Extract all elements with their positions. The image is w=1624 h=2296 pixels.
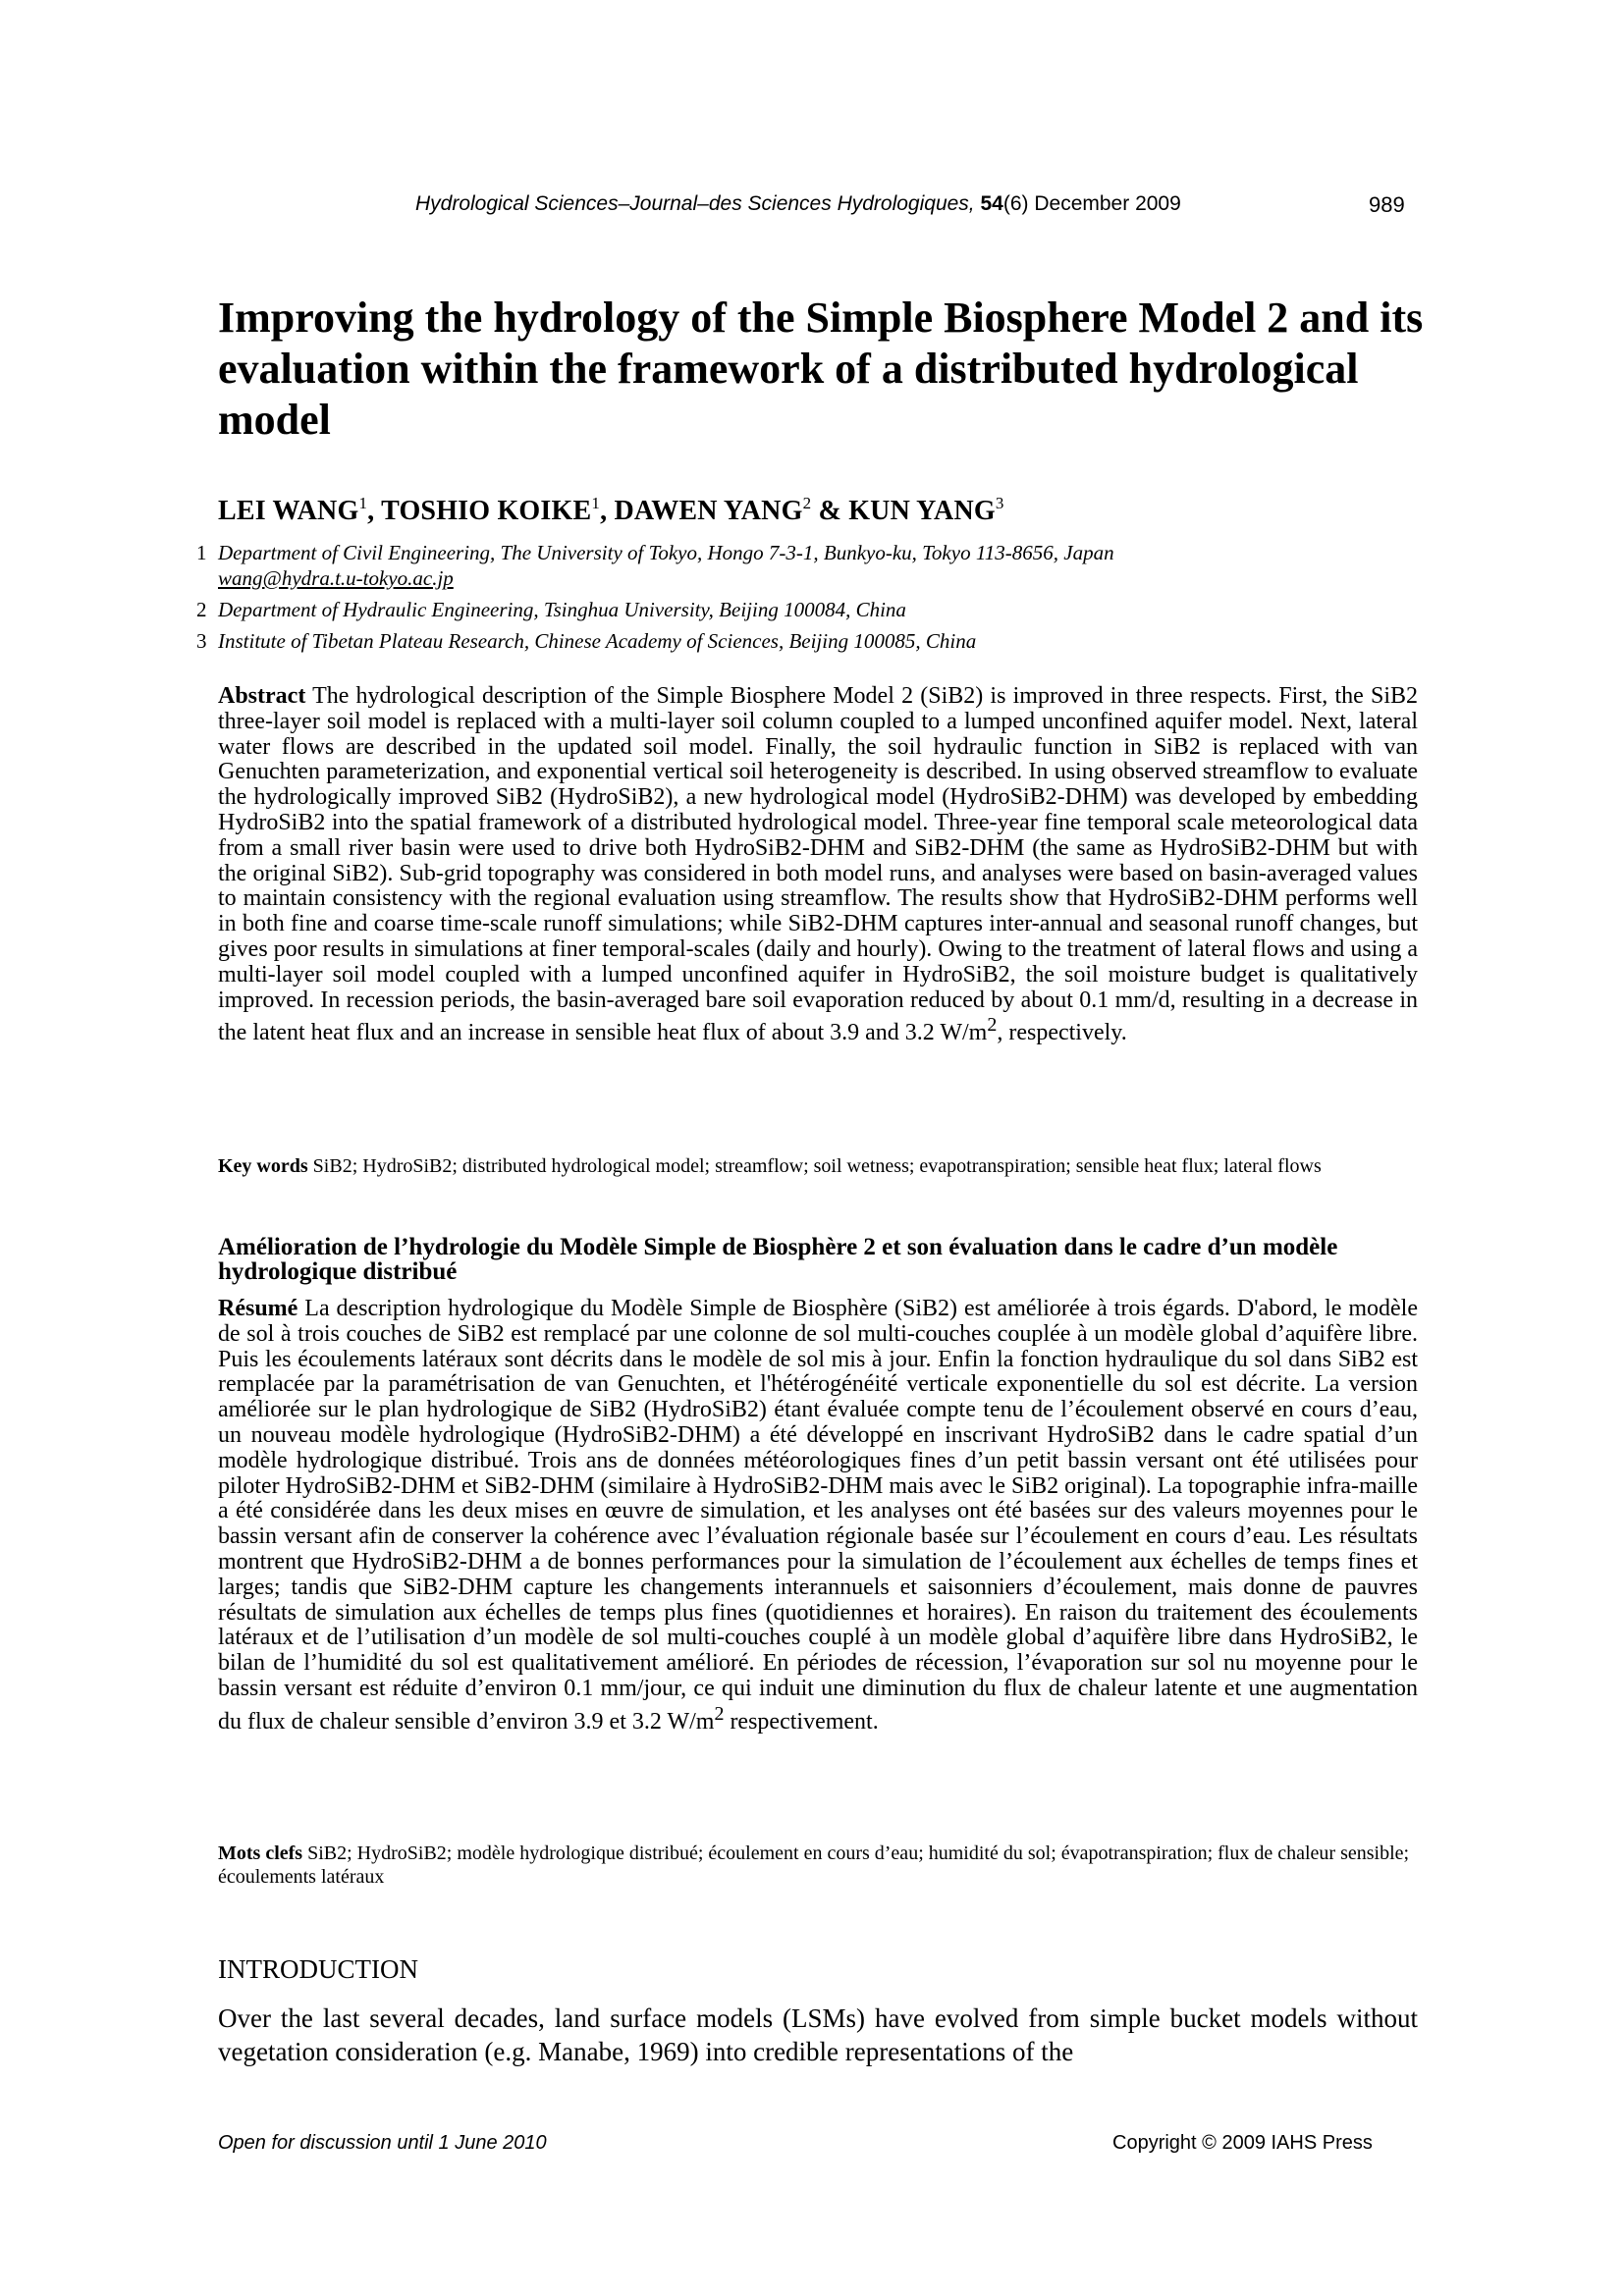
copyright-note: Copyright © 2009 IAHS Press bbox=[1112, 2132, 1373, 2154]
author-name: LEI WANG bbox=[218, 496, 359, 526]
author-separator: , bbox=[600, 496, 615, 526]
keywords-label: Key words bbox=[218, 1155, 308, 1177]
resume-text-end: respectivement. bbox=[724, 1708, 879, 1735]
resume-label: Résumé bbox=[218, 1296, 298, 1321]
affiliation-text bbox=[218, 540, 1114, 591]
french-abstract bbox=[218, 1297, 1418, 1735]
author-affiliation-mark: 1 bbox=[591, 494, 601, 512]
keywords-text: SiB2; HydroSiB2; distributed hydrological model; streamflow; soil wetness; evapotranspiration; sensible heat flux; lateral flows bbox=[312, 1155, 1322, 1177]
author-name: TOSHIO KOIKE bbox=[381, 496, 592, 526]
page-number: 989 bbox=[1369, 192, 1405, 217]
affiliation-number: 2 bbox=[196, 598, 207, 621]
mots-clefs-text: SiB2; HydroSiB2; modèle hydrologique distribué; écoulement en cours d’eau; humidité du sol; évapotranspiration; flux de chaleur sensible; écoulements latéraux bbox=[218, 1842, 1410, 1888]
author-name: KUN YANG bbox=[848, 496, 996, 526]
author-affiliation-mark: 2 bbox=[802, 494, 812, 512]
affiliation-item bbox=[196, 628, 1424, 654]
author-separator: , bbox=[367, 496, 382, 526]
abstract-superscript: 2 bbox=[987, 1014, 998, 1037]
author-affiliation-mark: 3 bbox=[995, 494, 1004, 512]
resume-text: La description hydrologique du Modèle Simple de Biosphère (SiB2) est améliorée à trois égards. D'abord, le modèle de sol à trois couches de SiB2 est remplacé par une colonne de sol multi-couches couplée à un modèle global d’aquifère libre. Puis les écoulements latéraux sont décrits dans le modèle de sol mis à jour. Enfin la fonction hydraulique du sol dans SiB2 est remplacée par la paramétrisation de van Genuchten, et l'hétérogénéité verticale exponentielle du sol est décrite. La version améliorée sur le plan hydrologique de SiB2 (HydroSiB2) étant évaluée compte tenu de l’écoulement observé en cours d’eau, un nouveau modèle hydrologique (HydroSiB2-DHM) a été développé en inscrivant HydroSiB2 dans le cadre spatial d’un modèle hydrologique distribué. Trois ans de données météorologiques fines d’un petit bassin versant ont été utilisées pour piloter HydroSiB2-DHM et SiB2-DHM (similaire à HydroSiB2-DHM mais avec le SiB2 original). La topographie infra-maille a été considérée dans les deux mises en œuvre de simulation, et les analyses ont été basées sur des valeurs moyennes pour le bassin versant afin de conserver la cohérence avec l’évaluation régionale basée sur l’écoulement en cours d’eau. Les résultats montrent que HydroSiB2-DHM a de bonnes performances pour la simulation de l’écoulement aux échelles de temps fines et larges; tandis que SiB2-DHM capture les changements interannuels et saisonniers d’écoulement, mais donne de pauvres résultats de simulation aux échelles de temps plus fines (quotidiennes et horaires). En raison du traitement des écoulements latéraux et de l’utilisation d’un modèle de sol multi-couches couplé à un modèle global d’aquifère libre dans HydroSiB2, le bilan de l’humidité du sol est qualitativement amélioré. En périodes de récession, l’évaporation sur sol nu moyenne pour le bassin versant est réduite d’environ 0.1 mm/jour, ce qui induit une diminution du flux de chaleur latente et une augmentation du flux de chaleur sensible d’environ 3.9 et 3.2 W/m bbox=[218, 1296, 1419, 1735]
journal-volume: 54 bbox=[980, 192, 1003, 215]
keywords bbox=[218, 1154, 1418, 1178]
french-title: Amélioration de l’hydrologie du Modèle Simple de Biosphère 2 et son évaluation dans le cadre d’un modèle hydrologique distribué bbox=[218, 1234, 1338, 1285]
mots-clefs-label: Mots clefs bbox=[218, 1842, 303, 1864]
abstract-text: The hydrological description of the Simple Biosphere Model 2 (SiB2) is improved in three respects. First, the SiB2 three-layer soil model is replaced with a multi-layer soil column coupled to a lumped unconfined aquifer model. Next, lateral water flows are described in the updated soil model. Finally, the soil hydraulic function in SiB2 is replaced with van Genuchten parameterization, and exponential vertical soil heterogeneity is described. In using observed streamflow to evaluate the hydrologically improved SiB2 (HydroSiB2), a new hydrological model (HydroSiB2-DHM) was developed by embedding HydroSiB2 into the spatial framework of a distributed hydrological model. Three-year fine temporal scale meteorological data from a small river basin were used to drive both HydroSiB2-DHM and SiB2-DHM (the same as HydroSiB2-DHM but with the original SiB2). Sub-grid topography was considered in both model runs, and analyses were based on basin-averaged values to maintain consistency with the regional evaluation using streamflow. The results show that HydroSiB2-DHM performs well in both fine and coarse time-scale runoff simulations; while SiB2-DHM captures inter-annual and seasonal runoff changes, but gives poor results in simulations at finer temporal-scales (daily and hourly). Owing to the treatment of lateral flows and using a multi-layer soil model coupled with a lumped unconfined aquifer in HydroSiB2, the soil moisture budget is qualitatively improved. In recession periods, the basin-averaged bare soil evaporation reduced by about 0.1 mm/d, resulting in a decrease in the latent heat flux and an increase in sensible heat flux of about 3.9 and 3.2 W/m bbox=[218, 683, 1418, 1046]
journal-issue-date: (6) December 2009 bbox=[1002, 192, 1181, 215]
discussion-note: Open for discussion until 1 June 2010 bbox=[218, 2132, 547, 2154]
author-list bbox=[218, 496, 1004, 527]
affiliation-number: 1 bbox=[196, 541, 207, 564]
affiliation-item bbox=[196, 597, 1424, 622]
introduction-heading: INTRODUCTION bbox=[218, 1954, 418, 1984]
affiliation-item bbox=[196, 540, 1424, 591]
introduction-paragraph: Over the last several decades, land surface models (LSMs) have evolved from simple bucket models without vegetation consideration (e.g. Manabe, 1969) into credible representations of the bbox=[218, 2003, 1418, 2066]
abstract-label: Abstract bbox=[218, 683, 306, 709]
author-email-link[interactable]: wang@hydra.t.u-tokyo.ac.jp bbox=[218, 566, 454, 590]
affiliation-text: Department of Hydraulic Engineering, Tsinghua University, Beijing 100084, China bbox=[218, 598, 906, 621]
affiliation-number: 3 bbox=[196, 629, 207, 653]
journal-title: Hydrological Sciences–Journal–des Sciences Hydrologiques, bbox=[415, 192, 975, 215]
affiliation-text-content: Department of Civil Engineering, The University of Tokyo, Hongo 7-3-1, Bunkyo-ku, Tokyo 113-8656, Japan bbox=[218, 541, 1114, 564]
paper-title: Improving the hydrology of the Simple Biosphere Model 2 and its evaluation within the framework of a distributed hydrological model bbox=[218, 294, 1424, 444]
author-affiliation-mark: 1 bbox=[358, 494, 368, 512]
resume-superscript: 2 bbox=[714, 1702, 725, 1725]
author-separator: & bbox=[811, 496, 849, 526]
abstract-text-end: , respectively. bbox=[997, 1020, 1127, 1046]
author-name: DAWEN YANG bbox=[614, 496, 803, 526]
french-keywords bbox=[218, 1842, 1418, 1889]
affiliation-list bbox=[196, 540, 1424, 660]
running-header bbox=[415, 192, 1181, 216]
affiliation-text: Institute of Tibetan Plateau Research, Chinese Academy of Sciences, Beijing 100085, China bbox=[218, 629, 977, 653]
abstract bbox=[218, 684, 1418, 1046]
